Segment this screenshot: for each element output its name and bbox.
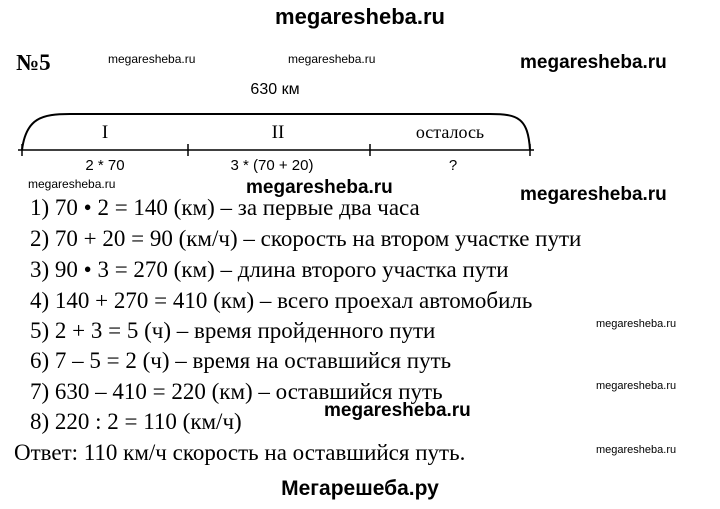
segment-name: осталось xyxy=(415,122,485,142)
solution-step: 3) 90 • 3 = 270 (км) – длина второго участка пути xyxy=(30,257,509,282)
solution-step: 4) 140 + 270 = 410 (км) – всего проехал автомобиль xyxy=(30,288,533,313)
watermark: megaresheba.ru xyxy=(108,52,196,66)
segment-expression: ? xyxy=(448,157,458,174)
segment-name: II xyxy=(271,122,285,143)
total-distance-label: 630 км xyxy=(250,81,300,98)
watermark: megaresheba.ru xyxy=(246,177,393,198)
segment-expression: 3 * (70 + 20) xyxy=(230,157,314,174)
distance-diagram xyxy=(0,0,720,180)
segment-expression: 2 * 70 xyxy=(85,157,125,174)
solution-step: 2) 70 + 20 = 90 (км/ч) – скорость на втором участке пути xyxy=(30,226,582,251)
solution-step: 6) 7 – 5 = 2 (ч) – время на оставшийся путь xyxy=(30,348,452,373)
solution-step: 1) 70 • 2 = 140 (км) – за первые два часа xyxy=(30,195,420,220)
site-header: megaresheba.ru xyxy=(275,4,445,29)
solution-step: 5) 2 + 3 = 5 (ч) – время пройденного пути xyxy=(30,318,436,343)
site-footer: Мегарешеба.ру xyxy=(281,477,439,500)
watermark: megaresheba.ru xyxy=(28,177,116,191)
segment-name: I xyxy=(101,122,109,143)
watermark: megaresheba.ru xyxy=(596,380,677,392)
watermark: megaresheba.ru xyxy=(520,52,667,73)
watermark: megaresheba.ru xyxy=(288,52,376,66)
watermark: megaresheba.ru xyxy=(520,184,667,205)
task-number: №5 xyxy=(16,50,51,75)
watermark: megaresheba.ru xyxy=(324,400,471,421)
watermark: megaresheba.ru xyxy=(596,444,677,456)
watermark: megaresheba.ru xyxy=(596,318,677,330)
solution-step: 8) 220 : 2 = 110 (км/ч) xyxy=(30,409,242,434)
answer-line: Ответ: 110 км/ч скорость на оставшийся путь. xyxy=(14,440,466,465)
solution-step: 7) 630 – 410 = 220 (км) – оставшийся путь xyxy=(30,379,443,404)
